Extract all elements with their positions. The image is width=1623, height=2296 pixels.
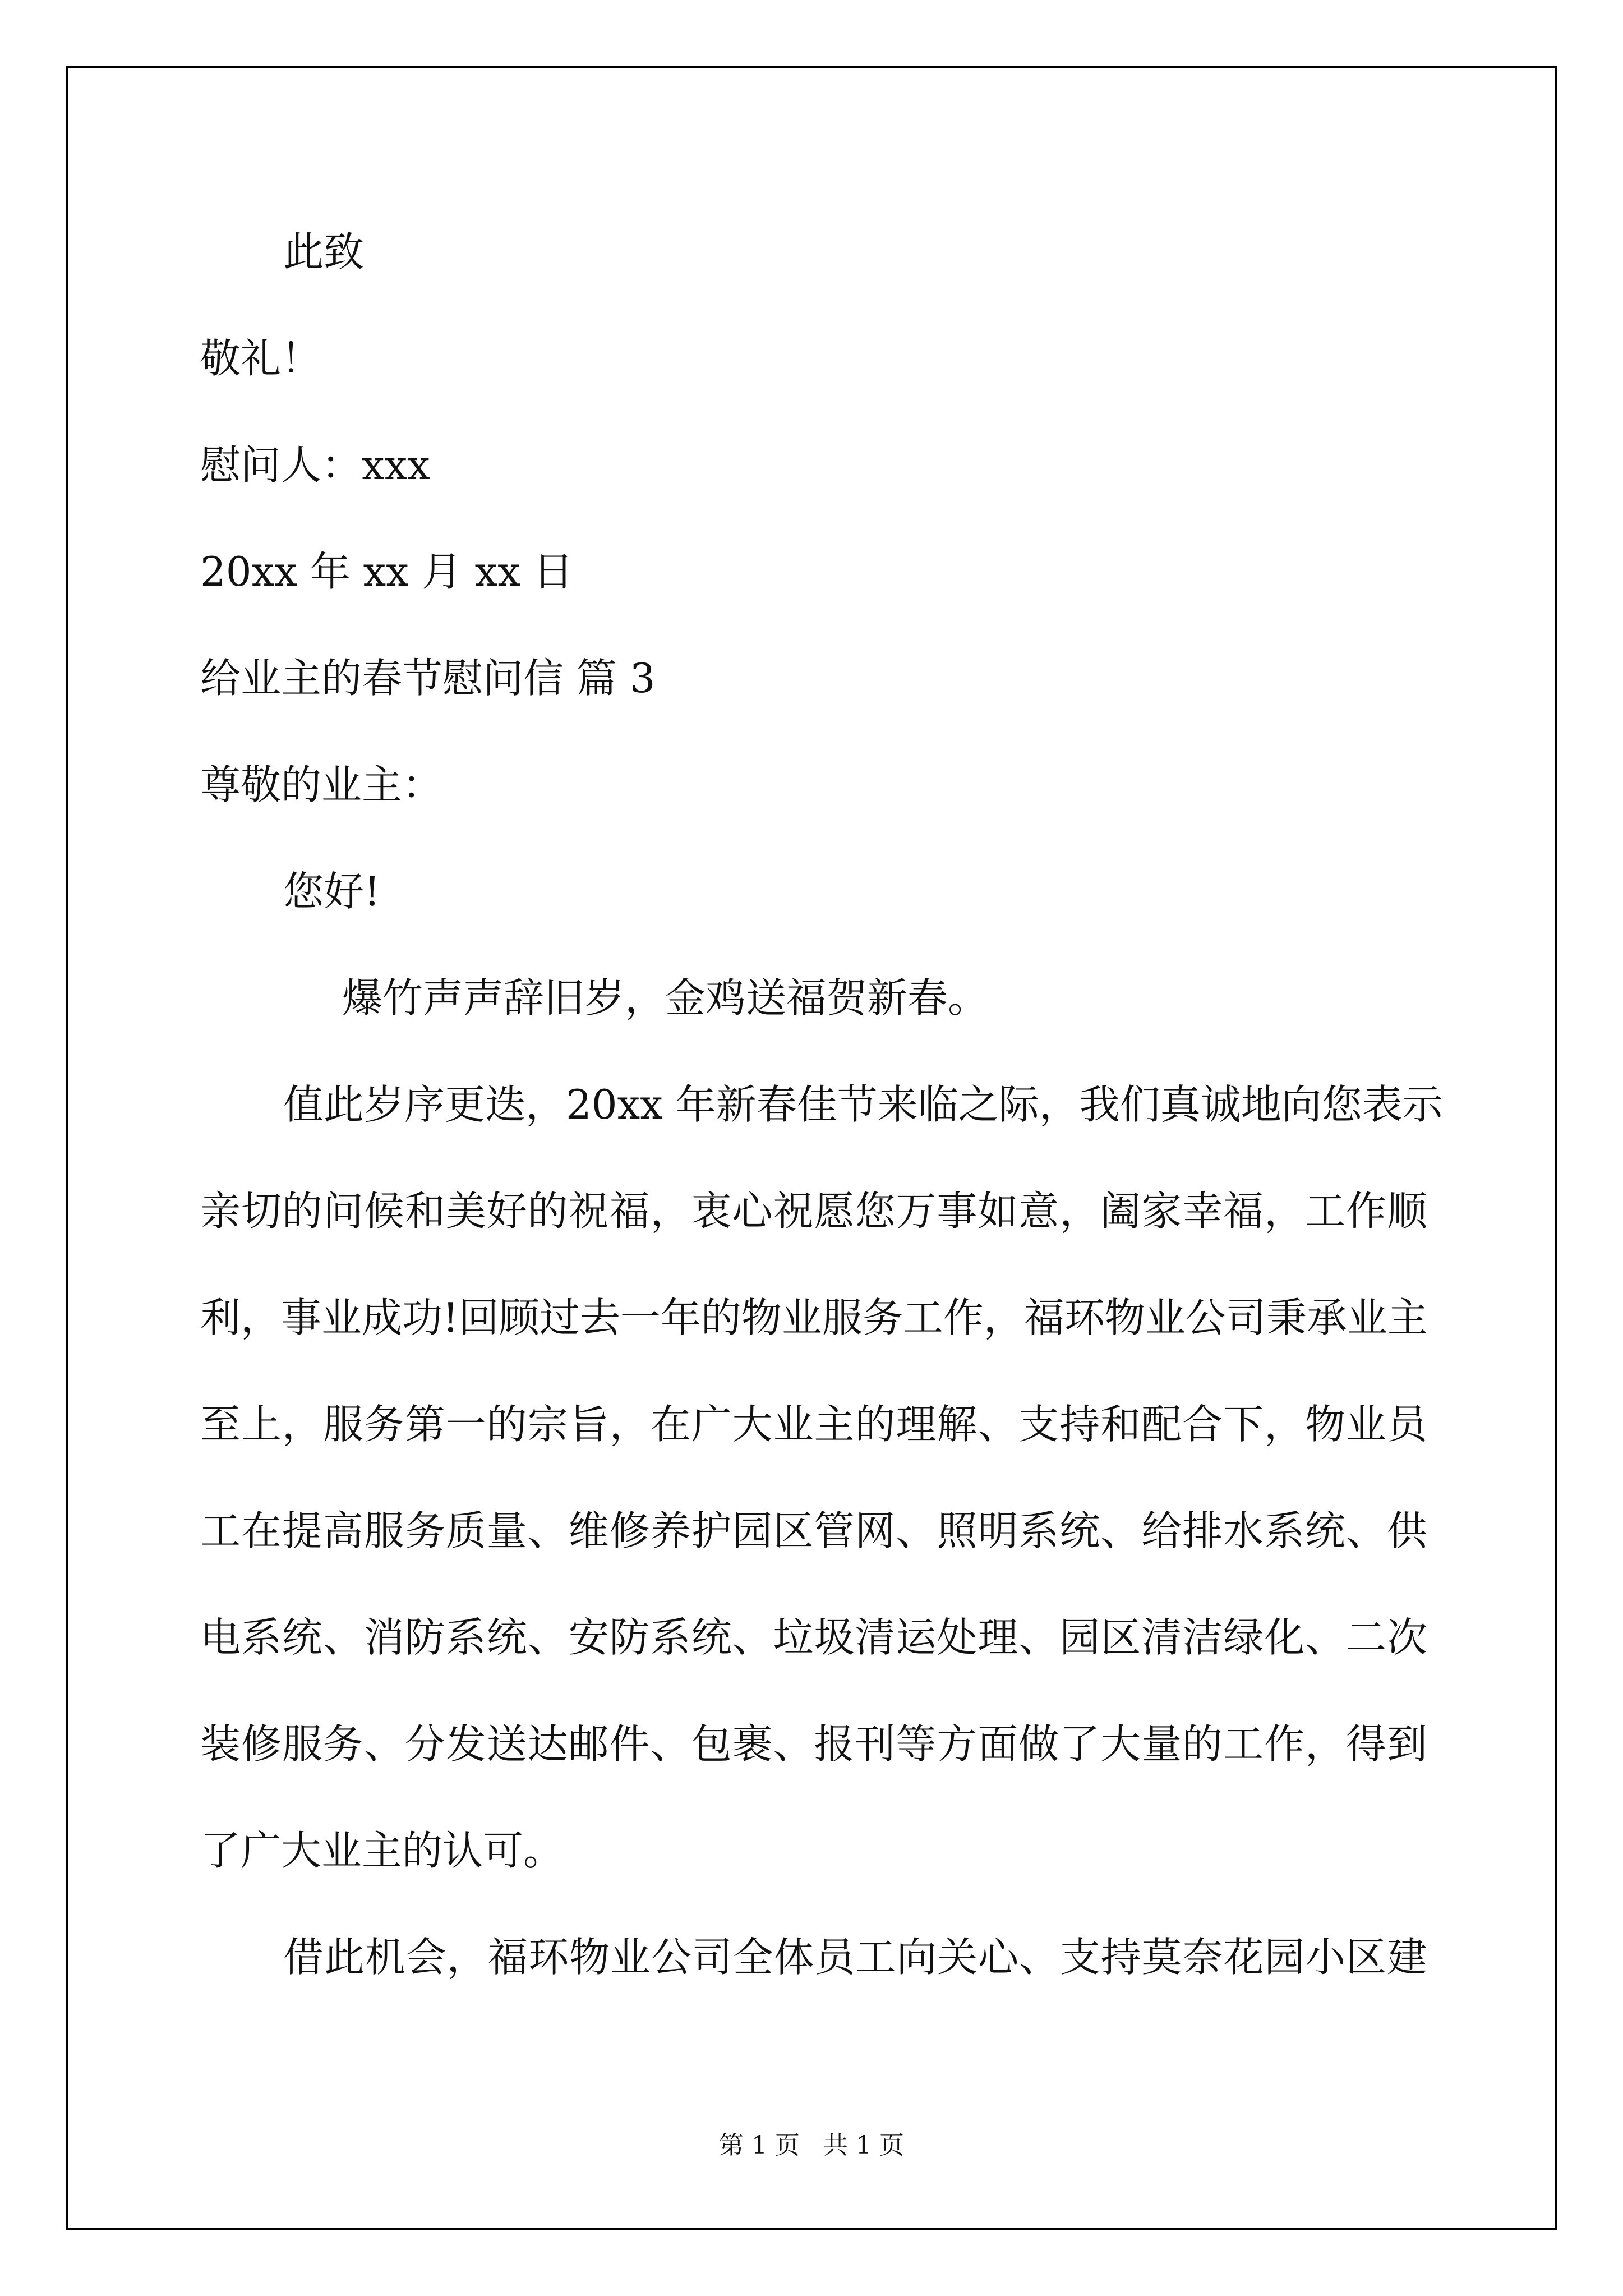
sender-line: 慰问人：xxx [200,441,430,489]
greeting: 您好! [283,868,380,915]
page-footer: 第 1 页 共 1 页 [719,2131,904,2160]
paragraph-2-line-6: 电系统、消防系统、安防系统、垃圾清运处理、园区清洁绿化、二次 [200,1614,1427,1661]
paragraph-1: 爆竹声声辞旧岁，金鸡送福贺新春。 [342,974,989,1022]
paragraph-2-line-8: 了广大业主的认可。 [200,1827,564,1874]
page-border [66,66,1557,2230]
paragraph-2-line-4: 至上，服务第一的宗旨，在广大业主的理解、支持和配合下，物业员 [200,1401,1427,1448]
closing-line-2: 敬礼！ [200,335,322,382]
salutation: 尊敬的业主： [200,761,443,808]
section-title: 给业主的春节慰问信 篇 3 [200,655,656,702]
paragraph-2-line-5: 工在提高服务质量、维修养护园区管网、照明系统、给排水系统、供 [200,1507,1427,1554]
closing-line-1: 此致 [283,228,365,275]
paragraph-3-line-1: 借此机会，福环物业公司全体员工向关心、支持莫奈花园小区建 [283,1934,1427,1981]
paragraph-2-line-7: 装修服务、分发送达邮件、包裹、报刊等方面做了大量的工作，得到 [200,1720,1427,1768]
paragraph-2-line-2: 亲切的问候和美好的祝福，衷心祝愿您万事如意，阖家幸福，工作顺 [200,1188,1427,1235]
date-line: 20xx 年 xx 月 xx 日 [200,548,574,595]
paragraph-2-line-3: 利，事业成功!回顾过去一年的物业服务工作，福环物业公司秉承业主 [200,1294,1428,1341]
paragraph-2-line-1: 值此岁序更迭，20xx 年新春佳节来临之际，我们真诚地向您表示 [283,1081,1443,1128]
